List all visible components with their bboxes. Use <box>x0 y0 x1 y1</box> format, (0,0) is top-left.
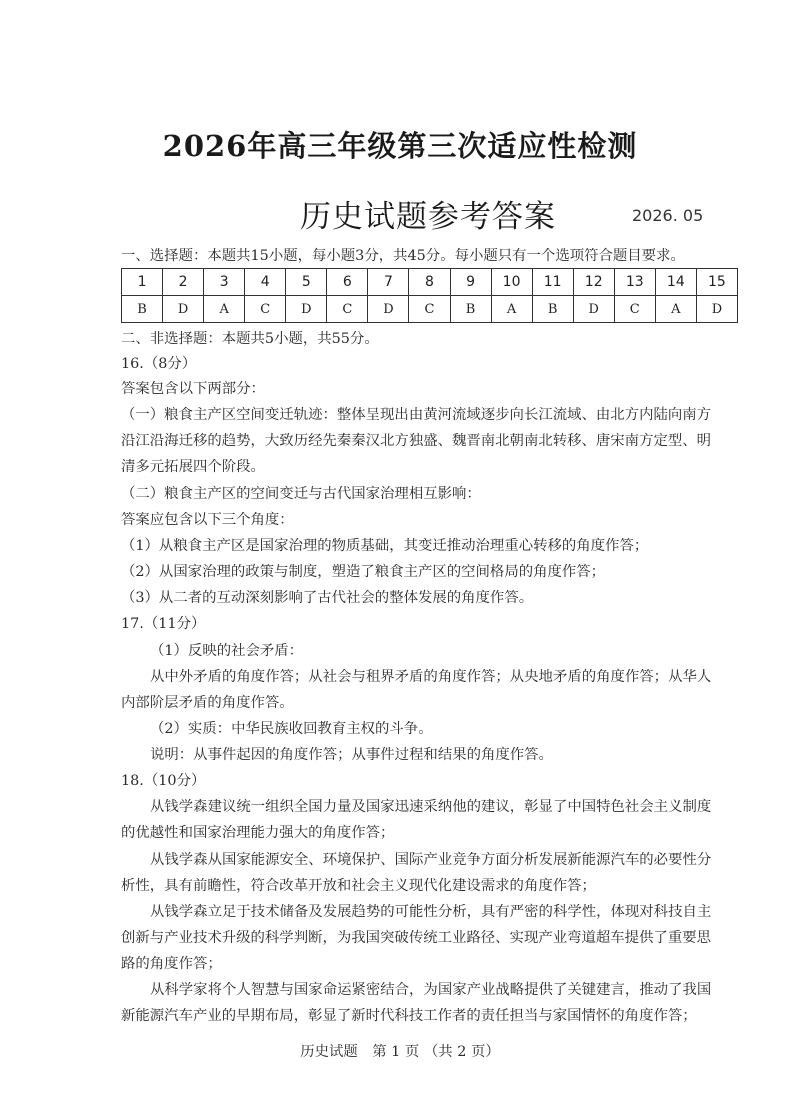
q17-line: （2）实质：中华民族收回教育主权的斗争。 <box>150 721 433 737</box>
q16-line: 答案应包含以下三个角度： <box>121 512 294 528</box>
q17-line: 从中外矛盾的角度作答；从社会与租界矛盾的角度作答；从央地矛盾的角度作答；从华人 <box>150 669 712 685</box>
answer-letter: A <box>655 296 696 323</box>
q18-line: 从钱学森立足于技术储备及发展趋势的可能性分析，具有严密的科学性，体现对科技自主 <box>150 904 712 920</box>
q18-line: 析性，具有前瞻性，符合改革开放和社会主义现代化建设需求的角度作答； <box>121 878 596 894</box>
page-subtitle: 历史试题参考答案 <box>300 199 556 235</box>
answer-row <box>122 296 738 323</box>
q18-line: 的优越性和国家治理能力强大的角度作答； <box>121 825 395 841</box>
q17-line: 内部阶层矛盾的角度作答。 <box>121 695 294 711</box>
q18-label: 18.（10分） <box>121 773 206 789</box>
question-number-row <box>122 269 738 296</box>
question-number: 5 <box>286 269 327 296</box>
q18-line: 从科学家将个人智慧与国家命运紧密结合，为国家产业战略提供了关键建言，推动了我国 <box>150 982 712 998</box>
answer-letter: C <box>245 296 286 323</box>
exam-date: 2026. 05 <box>632 206 704 225</box>
q18-line: 新能源汽车产业的早期布局，彰显了新时代科技工作者的责任担当与家国情怀的角度作答； <box>121 1008 697 1024</box>
q17-label: 17.（11分） <box>121 616 206 632</box>
answer-letter: B <box>122 296 163 323</box>
answer-letter: A <box>491 296 532 323</box>
answer-letter: B <box>450 296 491 323</box>
question-number: 13 <box>614 269 655 296</box>
answer-letter: D <box>368 296 409 323</box>
q16-line: 沿江沿海迁移的趋势，大致历经先秦秦汉北方独盛、魏晋南北朝南北转移、唐宋南方定型、明 <box>121 433 712 449</box>
question-number: 7 <box>368 269 409 296</box>
question-number: 11 <box>532 269 573 296</box>
q16-line: 清多元拓展四个阶段。 <box>121 459 265 475</box>
answer-letter: D <box>163 296 204 323</box>
answer-letter: C <box>327 296 368 323</box>
q18-line: 创新与产业技术升级的科学判断，为我国突破传统工业路径、实现产业弯道超车提供了重要思 <box>121 930 712 946</box>
answer-letter: A <box>204 296 245 323</box>
q17-line: （1）反映的社会矛盾： <box>150 643 304 659</box>
answer-table <box>121 268 738 323</box>
question-number: 15 <box>696 269 737 296</box>
q16-line: （1）从粮食主产区是国家治理的物质基础，其变迁推动治理重心转移的角度作答； <box>121 538 649 554</box>
question-number: 10 <box>491 269 532 296</box>
section2-heading: 二、非选择题：本题共5小题，共55分。 <box>121 331 379 347</box>
question-number: 6 <box>327 269 368 296</box>
section1-heading: 一、选择题：本题共15小题，每小题3分，共45分。每小题只有一个选项符合题目要求。 <box>121 248 685 264</box>
answer-letter: C <box>614 296 655 323</box>
answer-letter: D <box>573 296 614 323</box>
q16-line: （一）粮食主产区空间变迁轨迹：整体呈现出由黄河流域逐步向长江流域、由北方内陆向南方 <box>121 407 712 423</box>
page-title: 2026年高三年级第三次适应性检测 <box>162 129 638 163</box>
answer-letter: C <box>409 296 450 323</box>
page-footer: 历史试题 第 1 页 （共 2 页） <box>300 1044 500 1060</box>
question-number: 4 <box>245 269 286 296</box>
q18-line: 路的角度作答； <box>121 956 222 972</box>
q17-line: 说明：从事件起因的角度作答；从事件过程和结果的角度作答。 <box>150 747 553 763</box>
answer-letter: D <box>286 296 327 323</box>
question-number: 8 <box>409 269 450 296</box>
question-number: 9 <box>450 269 491 296</box>
question-number: 12 <box>573 269 614 296</box>
answer-letter: B <box>532 296 573 323</box>
question-number: 14 <box>655 269 696 296</box>
question-number: 2 <box>163 269 204 296</box>
q18-line: 从钱学森建议统一组织全国力量及国家迅速采纳他的建议，彰显了中国特色社会主义制度 <box>150 799 712 815</box>
q18-line: 从钱学森从国家能源安全、环境保护、国际产业竞争方面分析发展新能源汽车的必要性分 <box>150 852 712 868</box>
answer-letter: D <box>696 296 737 323</box>
question-number: 1 <box>122 269 163 296</box>
question-number: 3 <box>204 269 245 296</box>
q16-line: （3）从二者的互动深刻影响了古代社会的整体发展的角度作答。 <box>121 590 534 606</box>
q16-line: 答案包含以下两部分： <box>121 381 265 397</box>
q16-label: 16.（8分） <box>121 356 197 372</box>
q16-line: （二）粮食主产区的空间变迁与古代国家治理相互影响： <box>121 486 481 502</box>
q16-line: （2）从国家治理的政策与制度，塑造了粮食主产区的空间格局的角度作答； <box>121 564 606 580</box>
